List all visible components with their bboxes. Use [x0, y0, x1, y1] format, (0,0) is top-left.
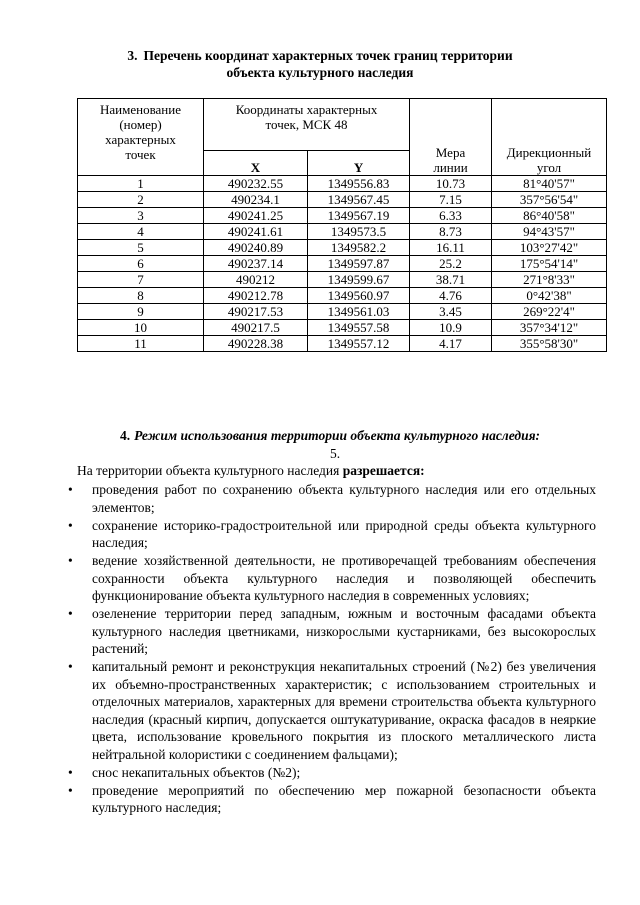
bullet-icon: •	[68, 517, 73, 533]
bullet-icon: •	[68, 659, 73, 674]
sub-number: 5.	[330, 446, 341, 461]
list-item: • сохранение историко-градостроительной или природной среды объекта культурного наследия;	[68, 517, 596, 550]
table-row: 10 490217.5 1349557.58 10.9 357°34'12"	[78, 320, 607, 336]
list-item: • снос некапитальных объектов (№2);	[68, 764, 301, 780]
list-item: • проведение мероприятий по обеспечению мер пожарной безопасности объекта культурного наследия;	[68, 782, 596, 815]
section-3-title-line1: Перечень координат характерных точек границ территории	[143, 48, 513, 63]
header-coordinates: Координаты характерных точек, МСК 48	[204, 99, 410, 151]
header-direction-angle: Дирекционный угол	[492, 99, 607, 176]
intro-paragraph	[77, 463, 425, 479]
section-3-number: 3.	[127, 48, 138, 63]
bullet-icon: •	[68, 782, 73, 798]
table-row: 2 490234.1 1349567.45 7.15 357°56'54"	[78, 192, 607, 208]
intro-text: На территории объекта культурного наследия	[77, 463, 343, 478]
bullet-icon: •	[68, 482, 73, 497]
coordinates-table	[77, 98, 607, 352]
list-item: • озеленение территории перед западным, южным и восточным фасадами объекта культурного наследия цветниками, низкорослыми кустарниками, без высокорослых растений;	[68, 606, 596, 656]
table-row: 6 490237.14 1349597.87 25.2 175°54'14"	[78, 256, 607, 272]
table-row: 7 490212 1349599.67 38.71 271°8'33"	[78, 272, 607, 288]
table-row: 3 490241.25 1349567.19 6.33 86°40'58"	[78, 208, 607, 224]
section-4-heading	[70, 428, 590, 444]
header-point-name: Наименование (номер) характерных точек	[78, 99, 204, 176]
intro-bold: разрешается:	[342, 463, 425, 478]
list-item: • капитальный ремонт и реконструкция некапитальных строений (№2) без увеличения их объемно-пространственных характеристик; с использованием строительных и отделочных материалов, характерных для времени строительства объекта культурного наследия (красный кирпич, допускается оштукатуривание, окраска фасадов в неяркие цвета, использование кровельного покрытия из плоского металлического листа нейтральной колористики с соединением фальцами);	[68, 659, 596, 762]
list-item: • ведение хозяйственной деятельности, не противоречащей требованиям обеспечения сохранности объекта культурного наследия и позволяющей обеспечить функционирование объекта культурного наследия в современных условиях;	[68, 553, 596, 603]
table-row: 11 490228.38 1349557.12 4.17 355°58'30"	[78, 336, 607, 352]
list-item: • проведения работ по сохранению объекта культурного наследия или его отдельных элементов;	[68, 482, 596, 515]
table-row: 1 490232.55 1349556.83 10.73 81°40'57"	[78, 176, 607, 192]
section-3-title-line2: объекта культурного наследия	[226, 65, 414, 80]
bullet-icon: •	[68, 606, 73, 621]
section-4-title: Режим использования территории объекта культурного наследия:	[134, 428, 541, 443]
bullet-icon: •	[68, 764, 73, 780]
permitted-activities-list	[66, 481, 596, 817]
header-line-measure: Мера линии	[410, 99, 492, 176]
table-row: 8 490212.78 1349560.97 4.76 0°42'38"	[78, 288, 607, 304]
table-row: 4 490241.61 1349573.5 8.73 94°43'57"	[78, 224, 607, 240]
bullet-icon: •	[68, 553, 73, 568]
section-4-number: 4.	[119, 428, 131, 443]
header-x: X	[204, 151, 308, 176]
section-3-heading	[60, 47, 580, 81]
header-y: Y	[308, 151, 410, 176]
table-row: 5 490240.89 1349582.2 16.11 103°27'42"	[78, 240, 607, 256]
table-row: 9 490217.53 1349561.03 3.45 269°22'4"	[78, 304, 607, 320]
